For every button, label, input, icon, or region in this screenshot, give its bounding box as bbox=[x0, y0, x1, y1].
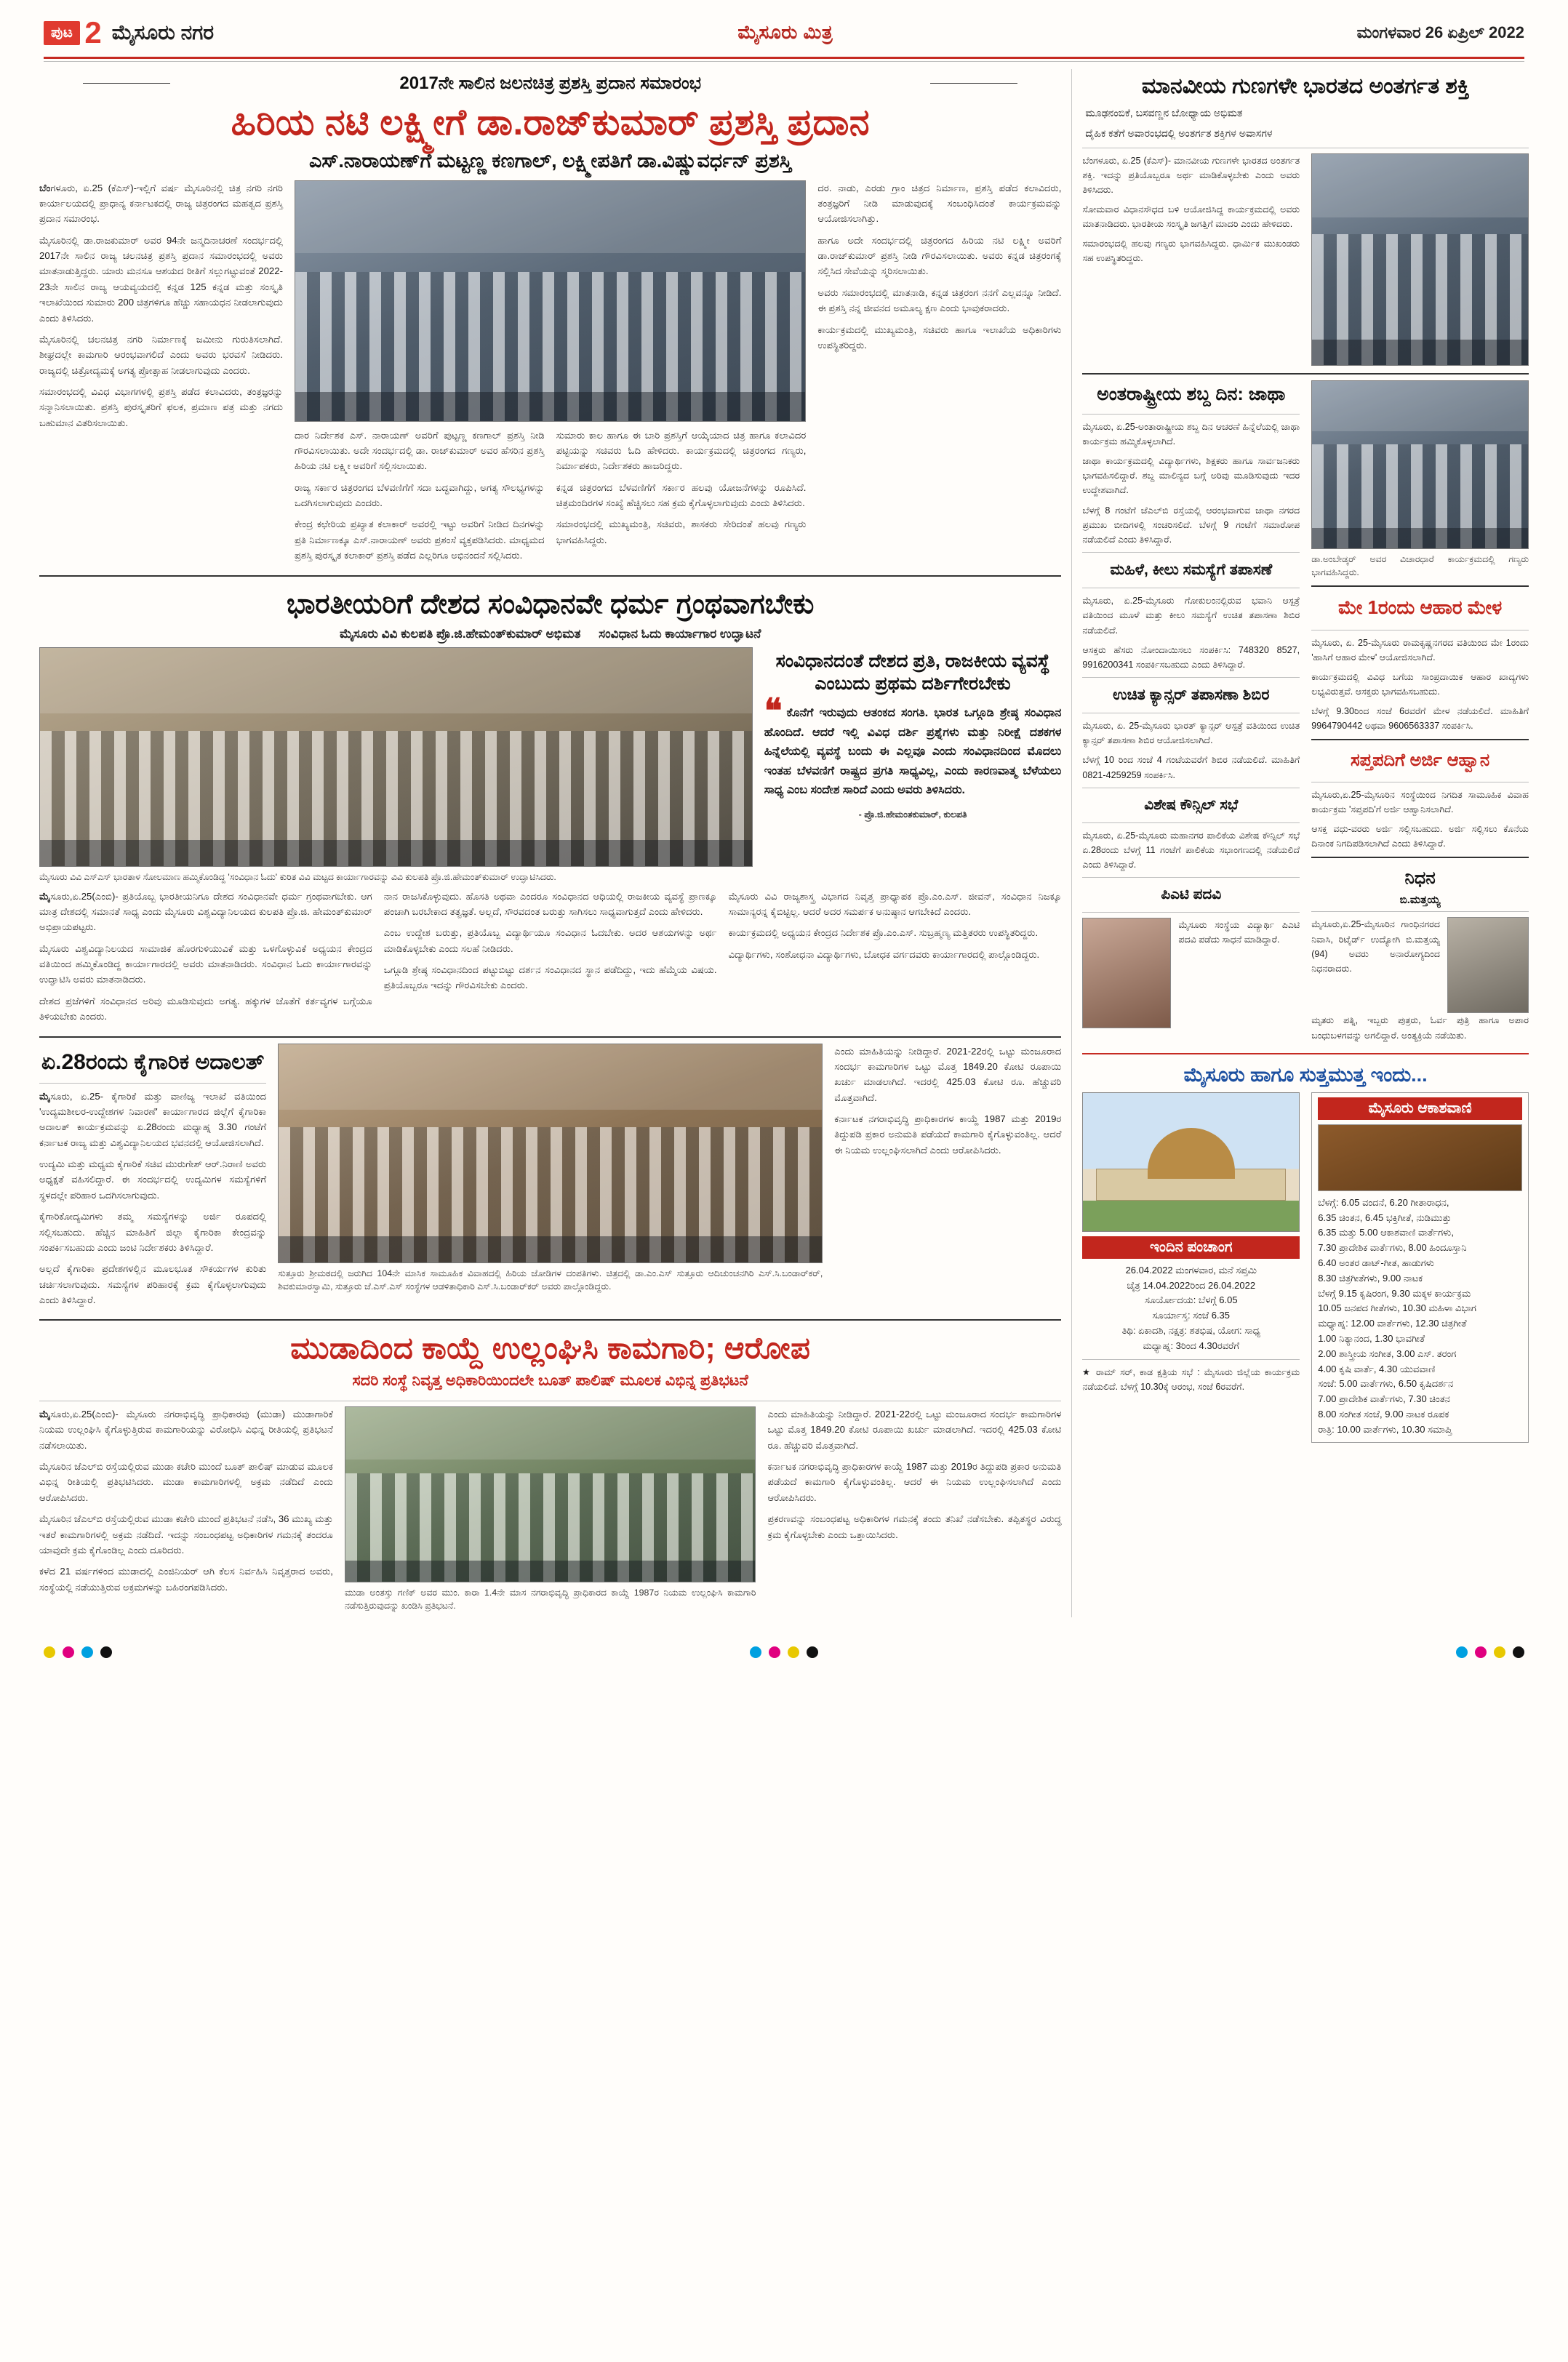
paragraph: ಮೈಸೂರಿನಲ್ಲಿ ಡಾ.ರಾಜಕುಮಾರ್ ಅವರ 94ನೇ ಜನ್ಮದಿನಾಚರಣೆ ಸಂದರ್ಭದಲ್ಲಿ 2017ನೇ ಸಾಲಿನ ರಾಜ್ಯ ಚಲನಚಿತ್ರ ಪ್ರಶಸ್ತಿ ಪ್ರದಾನ ಸಮಾರಂಭದಲ್ಲಿ ಅವರು ಮಾತನಾಡುತ್ತಿದ್ದರು. ಯಾರು ಮನಸೂ ಆಶಯದ ರೀತಿಗೆ ಸಲ್ಲುಗಟ್ಟುವಂತೆ 2022-23ನೇ ಸಾಲಿನ ರಾಜ್ಯ ಆಯವ್ಯಯದಲ್ಲಿ ಕನ್ನಡ 125 ಕನ್ನಡ ಮತ್ತು ಸಂಸ್ಕೃತಿ ಇಲಾಖೆಯಿಂದ ಸುಮಾರು 200 ಚಿತ್ರಗಳಿಗೂ ಹೆಚ್ಚು ಸಹಾಯಧನ ನೀಡಲಾಗುವುದು ಎಂದು ತಿಳಿಸಿದರು. bbox=[39, 234, 283, 324]
radio-item: 7.30 ಪ್ರಾದೇಶಿಕ ವಾರ್ತೆಗಳು, 8.00 ಹಿಂದೂಸ್ತಾನಿ bbox=[1318, 1242, 1467, 1254]
storyB-headline: ಅಂತರಾಷ್ಟ್ರೀಯ ಶಬ್ದ ದಿನ: ಜಾಥಾ bbox=[1097, 383, 1286, 404]
paragraph: ಮೈಸೂರು,ಏ.25-ಮೈಸೂರಿನ ಗಾಂಧಿನಗರದ ನಿವಾಸಿ, ರಿಟೈರ್ಡ್ ಉದ್ಯೋಗಿ ಬಿ.ಮತ್ತಯ್ಯ (94) ಅವರು ಅನಾರೋಗ್ಯದಿಂದ ನಿಧನರಾದರು. bbox=[1311, 919, 1440, 974]
story2-quote bbox=[764, 692, 1062, 804]
group-photo-caption: ಸುತ್ತೂರು ಶ್ರೀಮಠದಲ್ಲಿ ಜರುಗಿದ 104ನೇ ಮಾಸಿಕ ಸಾಮೂಹಿಕ ವಿವಾಹದಲ್ಲಿ ಹಿರಿಯ ಜೋಡಿಗಳ ದಂಪತಿಗಳು. ಚಿತ್ರದಲ್ಲಿ ಡಾ.ಎಂ.ಎಸ್ ಸುತ್ತೂರು ಆದಿಚುಂಚನಗಿರಿ ಎಸ್.ಸಿ.ಬಂಡಾರ್‌ಕರ್, ಶಿವಕುಮಾರಸ್ವಾಮಿ, ಸುತ್ತೂರು ಜೆ.ಎಸ್.ಎಸ್ ಸಂಸ್ಥೆಗಳ ಆಡಳಿತಾಧಿಕಾರಿ ಎಸ್.ಸಿ.ಬಂಡಾರ್‌ಕರ್ ಅವರು ಪಾಲ್ಗೊಂಡಿದ್ದರು. bbox=[278, 1268, 823, 1292]
protest-photo bbox=[345, 1406, 756, 1582]
radio-item: 6.35 ಮತ್ತು 5.00 ಆಕಾಶವಾಣಿ ವಾರ್ತೆಗಳು, bbox=[1318, 1227, 1454, 1238]
reg-dot bbox=[1513, 1646, 1524, 1658]
radio-item: 6.40 ಅಂತರ ಡಾಟ್-ಗೀತ, ಹಾಡುಗಳು bbox=[1318, 1257, 1434, 1268]
paragraph: ಎಂದು ಮಾಹಿತಿಯನ್ನು ನೀಡಿದ್ದಾರೆ. 2021-22ರಲ್ಲಿ ಒಟ್ಟು ಮಂಜೂರಾದ ಸಂದರ್ಭ ಕಾಮಗಾರಿಗಳ ಒಟ್ಟು ಮೊತ್ತ 1849.20 ಕೋಟಿ ರೂಪಾಯಿ ಖರ್ಚು ಮಾಡಲಾಗಿದೆ. ಇದರಲ್ಲಿ 425.03 ಕೋಟಿ ರೂ. ಹೆಚ್ಚುವರಿ ಮೊತ್ತವಾಗಿದೆ. bbox=[767, 1408, 1062, 1451]
storyF-headline: ಪಿಎಟಿ ಪದವಿ bbox=[1161, 886, 1222, 903]
lead-col-4 bbox=[817, 180, 1061, 569]
portrait-photo bbox=[1082, 918, 1171, 1028]
paragraph: ಪ್ರಕರಣವನ್ನು ಸಂಬಂಧಪಟ್ಟ ಅಧಿಕಾರಿಗಳ ಗಮನಕ್ಕೆ ತಂದು ತನಿಖೆ ನಡೆಸಬೇಕು. ತಪ್ಪಿತಸ್ಥರ ವಿರುದ್ಧ ಕ್ರಮ ಕೈಗೊಳ್ಳಬೇಕು ಎಂದು ಒತ್ತಾಯಿಸಿದರು. bbox=[767, 1513, 1062, 1540]
obit-photo bbox=[1447, 917, 1529, 1013]
paragraph: ವಿದ್ಯಾರ್ಥಿಗಳು, ಸಂಶೋಧನಾ ವಿದ್ಯಾರ್ಥಿಗಳು, ಬೋಧಕ ವರ್ಗದವರು ಕಾರ್ಯಾಗಾರದಲ್ಲಿ ಪಾಲ್ಗೊಂಡಿದ್ದರು. bbox=[728, 948, 1040, 960]
storyA-photo-col bbox=[1311, 153, 1529, 366]
paragraph: ಹಾಗೂ ಅದೇ ಸಂದರ್ಭದಲ್ಲಿ ಚಿತ್ರರಂಗದ ಹಿರಿಯ ನಟಿ ಲಕ್ಷ್ಮೀ ಅವರಿಗೆ ಡಾ.ರಾಜ್‌ಕುಮಾರ್ ಪ್ರಶಸ್ತಿ ನೀಡಿ ಗೌರವಿಸಲಾಯಿತು. ಅವರು ಕನ್ನಡ ಚಿತ್ರರಂಗಕ್ಕೆ ಸಲ್ಲಿಸಿದ ಸೇವೆಯನ್ನು ಸ್ಮರಿಸಲಾಯಿತು. bbox=[817, 234, 1062, 277]
paragraph: ಕರ್ನಾಟಕ ನಗರಾಭಿವೃದ್ಧಿ ಪ್ರಾಧಿಕಾರಗಳ ಕಾಯ್ದೆ 1987 ಮತ್ತು 2019ರ ತಿದ್ದುಪಡಿ ಪ್ರಕಾರ ಅನುಮತಿ ಪಡೆಯದೆ ಕಾಮಗಾರಿ ಕೈಗೊಳ್ಳುವಂತಿಲ್ಲ. ಆದರೆ ಈ ನಿಯಮ ಉಲ್ಲಂಘಿಸಲಾಗಿದೆ ಎಂದು ಆರೋಪಿಸಿದರು. bbox=[767, 1461, 1062, 1503]
story3-extra-col bbox=[834, 1044, 1061, 1314]
radio-title: ಮೈಸೂರು ಆಕಾಶವಾಣಿ bbox=[1318, 1097, 1522, 1120]
today-panel bbox=[1082, 1060, 1529, 1443]
footer bbox=[0, 1639, 1568, 1674]
divider bbox=[1082, 552, 1300, 553]
radio-item: 6.35 ಚಿಂತನ, 6.45 ಭಕ್ತಿಗೀತೆ, ನುಡಿಮುತ್ತು bbox=[1318, 1212, 1452, 1223]
reg-dot bbox=[1456, 1646, 1468, 1658]
paragraph: ಅವರು ಸಮಾರಂಭದಲ್ಲಿ ಮಾತನಾಡಿ, ಕನ್ನಡ ಚಿತ್ರರಂಗ ನನಗೆ ಎಲ್ಲವನ್ನೂ ನೀಡಿದೆ. ಈ ಪ್ರಶಸ್ತಿ ನನ್ನ ಜೀವನದ ಅಮೂಲ್ಯ ಕ್ಷಣ ಎಂದು ಭಾವುಕರಾದರು. bbox=[817, 287, 1062, 314]
paragraph: ಬೆಳಗ್ಗೆ 10 ರಿಂದ ಸಂಜೆ 4 ಗಂಟೆಯವರೆಗೆ ಶಿಬಿರ ನಡೆಯಲಿದೆ. ಮಾಹಿತಿಗೆ 0821-4259259 ಸಂಪರ್ಕಿಸಿ. bbox=[1082, 755, 1300, 780]
storyC-headline: ಮಹಿಳೆ, ಕೀಲು ಸಮಸ್ಯೆಗೆ ತಪಾಸಣೆ bbox=[1110, 561, 1273, 578]
today-headline: ಮೈಸೂರು ಹಾಗೂ ಸುತ್ತಮುತ್ತ ಇಂದು... bbox=[1183, 1063, 1428, 1086]
paragraph: ಮೈಸೂರು,ಏ.25-ಮೈಸೂರಿನ ಸಂಸ್ಥೆಯಿಂದ ನಿಗದಿತ ಸಾಮೂಹಿಕ ವಿವಾಹ ಕಾರ್ಯಕ್ರಮ 'ಸಪ್ತಪದಿ'ಗೆ ಅರ್ಜಿ ಆಹ್ವಾನಿಸಲಾಗಿದೆ. bbox=[1311, 789, 1529, 814]
radio-item: 8.00 ಸಂಗೀತ ಸಂಜೆ, 9.00 ನಾಟಕ ರೂಪಕ bbox=[1318, 1408, 1449, 1420]
lead-story bbox=[39, 69, 1061, 569]
masthead-left bbox=[44, 17, 214, 48]
panchanga-item: ತಿಥಿ: ಏಕಾದಶಿ, ನಕ್ಷತ್ರ: ಶತಭಿಷ, ಯೋಗ: ಸಾಧ್ಯ bbox=[1121, 1324, 1260, 1336]
paragraph: ಕೇಂದ್ರ ಕಛೇರಿಯ ಪ್ರಖ್ಯಾತ ಕಲಾಕಾರ್ ಅವರಲ್ಲಿ ಇಟ್ಟು ಅವರಿಗೆ ನೀಡಿದ ದಿನಗಳನ್ನು ಪ್ರತಿ ನಿರ್ಮಾಣಕ್ಕೂ ಎಸ್.ನಾರಾಯಣ್ ಅವರು ಪ್ರಶಂಸೆ ವ್ಯಕ್ತಪಡಿಸಿದರು. ಮಾಧ್ಯಮದ ಪ್ರಶಸ್ತಿ ಪುರಸ್ಕೃತ ಕಲಾಕಾರ್ ಪ್ರಶಸ್ತಿ ಪಡೆದ ಎಲ್ಲರಿಗೂ ಅಭಿನಂದನೆ ಸಲ್ಲಿಸಿದರು. bbox=[294, 519, 545, 561]
paragraph: ಕಾರ್ಯಕ್ರಮದಲ್ಲಿ ಮುಖ್ಯಮಂತ್ರಿ, ಸಚಿವರು ಹಾಗೂ ಇಲಾಖೆಯ ಅಧಿಕಾರಿಗಳು ಉಪಸ್ಥಿತರಿದ್ದರು. bbox=[817, 324, 1062, 351]
paragraph: ಉದ್ಯಮಿ ಮತ್ತು ಮಧ್ಯಮ ಕೈಗಾರಿಕೆ ಸಚಿವ ಮುರುಗೇಶ್ ಆರ್.ನಿರಾಣಿ ಅವರು ಅಧ್ಯಕ್ಷತೆ ವಹಿಸಲಿದ್ದಾರೆ. ಈ ಸಂದರ್ಭದಲ್ಲಿ ಉದ್ಯಮಿಗಳ ಸಮಸ್ಯೆಗಳಿಗೆ ಸ್ಥಳದಲ್ಲೇ ಪರಿಹಾರ ಒದಗಿಸಲಾಗುವುದು. bbox=[39, 1158, 267, 1201]
lead-col-3 bbox=[556, 428, 807, 569]
radio-item: ಬೆಳಗ್ಗೆ 9.15 ಕೃಷಿರಂಗ, 9.30 ಮಕ್ಕಳ ಕಾರ್ಯಕ್ರಮ bbox=[1318, 1287, 1471, 1299]
story-constitution bbox=[39, 583, 1061, 1030]
page-columns bbox=[39, 69, 1529, 1617]
registration-dots-left bbox=[44, 1646, 112, 1658]
story2-photo bbox=[39, 647, 753, 867]
story-muda bbox=[39, 1326, 1061, 1617]
divider bbox=[1082, 414, 1300, 415]
divider bbox=[1082, 822, 1300, 823]
panchanga-list bbox=[1082, 1263, 1300, 1354]
today-body bbox=[1082, 1092, 1529, 1443]
storyA-bullet-2: ದೈಹಿಕ ಕತೆಗೆ ಅವಾರಂಭದಲ್ಲಿ ಅಂತರ್ಗತ ಶಕ್ತಿಗಳ ಅವಾಸಗಳ bbox=[1085, 127, 1273, 139]
masthead bbox=[0, 0, 1568, 52]
lead-col-2 bbox=[295, 428, 545, 569]
paragraph: ದಾರ ನಿರ್ದೇಶಕ ಎಸ್. ನಾರಾಯಣ್ ಅವರಿಗೆ ಪುಟ್ಟಣ್ಣ ಕಣಗಾಲ್ ಪ್ರಶಸ್ತಿ ನೀಡಿ ಗೌರವಿಸಲಾಯಿತು. ಅದೇ ಸಂದರ್ಭದಲ್ಲಿ ಡಾ. ರಾಜ್‌ಕುಮಾರ್ ಅವರ ಹೆಸರಿನ ಪ್ರಶಸ್ತಿ ಹಿರಿಯ ನಟಿ ಲಕ್ಷ್ಮೀ ಅವರಿಗೆ ಸಲ್ಲಿಸಲಾಯಿತು. bbox=[294, 429, 545, 472]
storyE-headline: ವಿಶೇಷ ಕೌನ್ಸಿಲ್ ಸಭೆ bbox=[1144, 796, 1239, 813]
paragraph: ಸುಮಾರು ಕಾಲ ಹಾಗೂ ಈ ಬಾರಿ ಪ್ರಶಸ್ತಿಗೆ ಆಯ್ಕೆಯಾದ ಚಿತ್ರ ಹಾಗೂ ಕಲಾವಿದರ ಪಟ್ಟಿಯನ್ನು ಸಚಿವರು ಓದಿ ಹೇಳಿದರು. ಕಾರ್ಯಕ್ರಮದಲ್ಲಿ ಚಿತ್ರರಂಗದ ಗಣ್ಯರು, ನಿರ್ಮಾಪಕರು, ನಿರ್ದೇಶಕರು ಹಾಜರಿದ್ದರು. bbox=[556, 429, 807, 472]
paragraph: ಒಗ್ಗೂಡಿ ಶ್ರೇಷ್ಠ ಸಂವಿಧಾನದಿಂದ ಪಟ್ಟುಬಿಟ್ಟು ದರ್ಶನ ಸಂವಿಧಾನದ ಸ್ಥಾನ ಪಡೆದಿದ್ದು, ಇದು ಹೆಮ್ಮೆಯ ವಿಷಯ. ಪ್ರತಿಯೊಬ್ಬರೂ ಇದನ್ನು ಗೌರವಿಸಬೇಕು ಎಂದರು. bbox=[383, 964, 717, 991]
paper-name: ಮೈಸೂರು ಮಿತ್ರ bbox=[737, 21, 833, 43]
storyH-headline: ಸಪ್ತಪದಿಗೆ ಅರ್ಜಿ ಆಹ್ವಾನ bbox=[1350, 750, 1490, 771]
story2-quote-col bbox=[764, 647, 1062, 889]
story2-bullets bbox=[39, 624, 1061, 647]
storyF-body bbox=[1082, 918, 1300, 1028]
paragraph: ಬೆಳಗ್ಗೆ 9.30ರಿಂದ ಸಂಜೆ 6ರವರೆಗೆ ಮೇಳ ನಡೆಯಲಿದೆ. ಮಾಹಿತಿಗೆ 9964790442 ಅಥವಾ 9606563337 ಸಂಪರ್ಕಿಸಿ. bbox=[1311, 706, 1529, 732]
paragraph: ಮೈಸೂರಿನಲ್ಲಿ ಚಲನಚಿತ್ರ ನಗರಿ ನಿರ್ಮಾಣಕ್ಕೆ ಜಮೀನು ಗುರುತಿಸಲಾಗಿದೆ. ಶೀಘ್ರದಲ್ಲೇ ಕಾಮಗಾರಿ ಆರಂಭವಾಗಲಿದೆ ಎಂದು ಅವರು ಭರವಸೆ ನೀಡಿದರು. ರಾಜ್ಯದಲ್ಲಿ ಚಿತ್ರೋದ್ಯಮಕ್ಕೆ ಅಗತ್ಯ ಪ್ರೋತ್ಸಾಹ ನೀಡಲಾಗುವುದು ಎಂದರು. bbox=[39, 333, 283, 376]
story4-subhead: ಸದರಿ ಸಂಸ್ಥೆ ನಿವೃತ್ತ ಅಧಿಕಾರಿಯಿಂದಲೇ ಬೂತ್ ಪಾಲಿಷ್ ಮೂಲಕ ವಿಭಿನ್ನ ಪ್ರತಿಭಟನೆ bbox=[352, 1372, 748, 1389]
story4-headline: ಮುಡಾದಿಂದ ಕಾಯ್ದೆ ಉಲ್ಲಂಘಿಸಿ ಕಾಮಗಾರಿ; ಆರೋಪ bbox=[290, 1331, 811, 1366]
paragraph: ಮೈಸೂರು, ಏ.25-ಅಂತಾರಾಷ್ಟ್ರೀಯ ಶಬ್ದ ದಿನ ಆಚರಣೆ ಹಿನ್ನೆಲೆಯಲ್ಲಿ ಜಾಥಾ ಕಾರ್ಯಕ್ರಮ ಹಮ್ಮಿಕೊಳ್ಳಲಾಗಿದೆ. bbox=[1082, 421, 1300, 447]
divider bbox=[39, 1036, 1061, 1038]
storyA-photo-caption: ಡಾ.ಅಂಬೇಡ್ಕರ್ ಅವರ ವಿಚಾರಧಾರೆ ಕಾರ್ಯಕ್ರಮದಲ್ಲಿ ಗಣ್ಯರು ಭಾಗವಹಿಸಿದ್ದರು. bbox=[1311, 553, 1529, 578]
storyA-bullet-1: ಮೂಢನಂಬಿಕೆ, ಬಸವಣ್ಣನ ಬೋಧ್ಯಾಯ ಅಭಿಮತ bbox=[1085, 107, 1243, 119]
story2-quote-source: - ಪ್ರೊ.ಜಿ.ಹೇಮಂತಕುಮಾರ್, ಕುಲಪತಿ bbox=[858, 809, 967, 820]
paragraph: ಬೆಳಗ್ಗೆ 8 ಗಂಟೆಗೆ ಜೆಎಲ್‌ಬಿ ರಸ್ತೆಯಲ್ಲಿ ಆರಂಭವಾಗುವ ಜಾಥಾ ನಗರದ ಪ್ರಮುಖ ಬೀದಿಗಳಲ್ಲಿ ಸಂಚರಿಸಲಿದೆ. ಬೆಳಗ್ಗೆ 9 ಗಂಟೆಗೆ ಸಮಾರೋಪ ನಡೆಯಲಿದೆ ಎಂದು ತಿಳಿಸಿದ್ದಾರೆ. bbox=[1082, 505, 1300, 545]
palace-illustration bbox=[1082, 1092, 1300, 1232]
obit-body bbox=[1311, 917, 1529, 1013]
story4-photo-col bbox=[345, 1406, 756, 1617]
page-number: 2 bbox=[84, 15, 102, 49]
reg-dot bbox=[81, 1646, 93, 1658]
story4-body bbox=[39, 1406, 1061, 1617]
paragraph: ಸಮಾರಂಭದಲ್ಲಿ ಮುಖ್ಯಮಂತ್ರಿ, ಸಚಿವರು, ಶಾಸಕರು ಸೇರಿದಂತೆ ಹಲವು ಗಣ್ಯರು ಭಾಗವಹಿಸಿದ್ದರು. bbox=[556, 519, 807, 545]
divider bbox=[1082, 677, 1300, 678]
divider bbox=[1311, 911, 1529, 912]
storyA-body bbox=[1082, 153, 1529, 366]
story-humanity bbox=[1082, 69, 1529, 366]
paragraph: ಎಂಬ ಉದ್ದೇಶ ಬರುತ್ತು, ಪ್ರತಿಯೊಬ್ಬ ವಿದ್ಯಾರ್ಥಿಯೂ ಸಂವಿಧಾನ ಓದಬೇಕು. ಅದರ ಆಶಯಗಳನ್ನು ಅರ್ಥ ಮಾಡಿಕೊಳ್ಳಬೇಕು ಎಂದು ಸಲಹೆ ನೀಡಿದರು. bbox=[383, 927, 717, 954]
panchanga-item: ಮಧ್ಯಾಹ್ನ: 3ರಿಂದ 4.30ರವರೆಗೆ bbox=[1143, 1340, 1240, 1351]
panchanga-item: ಚೈತ್ರ 14.04.2022ರಿಂದ 26.04.2022 bbox=[1127, 1279, 1256, 1291]
paragraph: ಮೈಸೂರು, ಏ. 25-ಮೈಸೂರು ಭಾರತ್ ಕ್ಯಾನ್ಸರ್ ಆಸ್ಪತ್ರೆ ವತಿಯಿಂದ ಉಚಿತ ಕ್ಯಾನ್ಸರ್ ತಪಾಸಣಾ ಶಿಬಿರ ಆಯೋಜಿಸಲಾಗಿದೆ. bbox=[1082, 721, 1300, 746]
radio-item: 7.00 ಪ್ರಾದೇಶಿಕ ವಾರ್ತೆಗಳು, 7.30 ಚಿಂತನ bbox=[1318, 1393, 1450, 1405]
paragraph: ದೇಶದ ಪ್ರಜೆಗಳಿಗೆ ಸಂವಿಧಾನದ ಅರಿವು ಮೂಡಿಸುವುದು ಅಗತ್ಯ. ಹಕ್ಕುಗಳ ಜೊತೆಗೆ ಕರ್ತವ್ಯಗಳ ಬಗ್ಗೆಯೂ ತಿಳಿಯಬೇಕು ಎಂದರು. bbox=[39, 995, 372, 1022]
paragraph: ಕರ್ನಾಟಕ ನಗರಾಭಿವೃದ್ಧಿ ಪ್ರಾಧಿಕಾರಗಳ ಕಾಯ್ದೆ 1987 ಮತ್ತು 2019ರ ತಿದ್ದುಪಡಿ ಪ್ರಕಾರ ಅನುಮತಿ ಪಡೆಯದೆ ಕಾಮಗಾರಿ ಕೈಗೊಳ್ಳುವಂತಿಲ್ಲ. ಆದರೆ ಈ ನಿಯಮ ಉಲ್ಲಂಘಿಸಲಾಗಿದೆ ಎಂದು ಆರೋಪಿಸಿದರು. bbox=[834, 1113, 1062, 1156]
reg-dot bbox=[750, 1646, 761, 1658]
radio-item: ಸಂಜೆ: 5.00 ವಾರ್ತೆಗಳು, 6.50 ಕೃಷಿದರ್ಶನ bbox=[1318, 1378, 1454, 1390]
radio-col bbox=[1311, 1092, 1529, 1443]
lead-photo bbox=[295, 180, 806, 422]
lead-photo-subcols bbox=[295, 428, 806, 569]
registration-dots-center bbox=[750, 1646, 818, 1658]
paragraph: ಆಸಕ್ತ ವಧು-ವರರು ಅರ್ಜಿ ಸಲ್ಲಿಸಬಹುದು. ಅರ್ಜಿ ಸಲ್ಲಿಸಲು ಕೊನೆಯ ದಿನಾಂಕ ನಿಗದಿಪಡಿಸಲಾಗಿದೆ ಎಂದು ತಿಳಿಸಿದ್ದಾರೆ. bbox=[1311, 823, 1529, 849]
story2-bullet-1: ಮೈಸೂರು ವಿವಿ ಕುಲಪತಿ ಪ್ರೊ.ಜಿ.ಹೇಮಂತ್‌ಕುಮಾರ್ ಅಭಿಮತ bbox=[339, 626, 581, 641]
divider bbox=[1311, 857, 1529, 858]
storyG-headline: ಮೇ 1ರಂದು ಆಹಾರ ಮೇಳ bbox=[1337, 596, 1503, 618]
right-mid-col2 bbox=[1311, 380, 1529, 1048]
page-body bbox=[0, 62, 1568, 1639]
paragraph: ಮೈಸೂರು, ಏ. 25-ಮೈಸೂರು ರಾಮಕೃಷ್ಣನಗರದ ವತಿಯಿಂದ ಮೇ 1ರಂದು 'ಹಾಸಿಗೆ ಆಹಾರ ಮೇಳ' ಆಯೋಜಿಸಲಾಗಿದೆ. bbox=[1311, 637, 1529, 662]
story2-quote-text: ಕೊನೆಗೆ ಇರುವುದು ಆತಂಕದ ಸಂಗತಿ. ಭಾರತ ಒಗ್ಗೂಡಿ ಶ್ರೇಷ್ಠ ಸಂವಿಧಾನ ಹೊಂದಿದೆ. ಆದರೆ ಇಲ್ಲಿ ವಿವಿಧ ದರ್ಶಿ ಪ್ರಶ್ನೆಗಳು ಮತ್ತು ನಿರೀಕ್ಷೆ ದಶಕಗಳ ಹಿನ್ನೆಲೆಯಲ್ಲಿ ವ್ಯವಸ್ಥೆ ಬಂದು ಈ ಎಲ್ಲವೂ ಎಂದು ಸಂವಿಧಾನದಿಂದ ಮೊದಲು ಇಂತಹ ಬೆಳವಣಿಗೆ ರಾಷ್ಟ್ರದ ಪ್ರಗತಿ ಸಾಧ್ಯವಿಲ್ಲ, ಎಂದು ಕಾರಣವಾತ್ಮ ಬೆಳೆಯಲು ಸಾಧ್ಯ ಎಂಬ ಸಂದೇಶ ಸಾರಿದೆ ಎಂದು ಅವರು ತಿಳಿಸಿದರು. bbox=[764, 707, 1062, 796]
paragraph: ಮೈಸೂರು,ಏ.25(ಎಂಬಿ)- ಮೈಸೂರು ನಗರಾಭಿವೃದ್ಧಿ ಪ್ರಾಧಿಕಾರವು (ಮುಡಾ) ಮುಡಾಗಾರಿಕೆ ನಿಯಮ ಉಲ್ಲಂಘಿಸಿ ಕೈಗೊಳ್ಳುತ್ತಿರುವ ಕಾಮಗಾರಿಯನ್ನು ವಿರೋಧಿಸಿ ವಿಭಿನ್ನ ರೀತಿಯಲ್ಲಿ ಪ್ರತಿಭಟನೆ ನಡೆಸಲಾಯಿತು. bbox=[39, 1408, 333, 1451]
story2-body bbox=[39, 889, 1061, 1030]
storyA-text bbox=[1082, 153, 1300, 366]
paragraph: ಮೈಸೂರು, ಏ.25-ಮೈಸೂರು ಮಹಾನಗರ ಪಾಲಿಕೆಯ ವಿಶೇಷ ಕೌನ್ಸಿಲ್ ಸಭೆ ಏ.28ರಂದು ಬೆಳಗ್ಗೆ 11 ಗಂಟೆಗೆ ಪಾಲಿಕೆಯ ಸಭಾಂಗಣದಲ್ಲಿ ನಡೆಯಲಿದೆ ಎಂದು ತಿಳಿಸಿದ್ದಾರೆ. bbox=[1082, 830, 1300, 870]
reg-dot bbox=[807, 1646, 818, 1658]
divider bbox=[39, 1319, 1061, 1321]
paragraph: ಬೆಂಗಳೂರು, ಏ.25 (ಕೆಎಸ್)-ಇಲ್ಲಿಗೆ ವರ್ಷ ಮೈಸೂರಿನಲ್ಲಿ ಚಿತ್ರ ನಗರಿ ನಗರಿ ಕಾರ್ಯಾಲಯದಲ್ಲಿ ಪ್ರಾಧಾನ್ಯ ಕರ್ನಾಟಕದಲ್ಲಿ ರಾಜ್ಯ ಚಿತ್ರರಂಗದ ಮಹತ್ವದ ಪ್ರಶಸ್ತಿ ಪ್ರದಾನ ಸಮಾರಂಭ. bbox=[39, 182, 283, 225]
paragraph: ಜಾಥಾ ಕಾರ್ಯಕ್ರಮದಲ್ಲಿ ವಿದ್ಯಾರ್ಥಿಗಳು, ಶಿಕ್ಷಕರು ಹಾಗೂ ಸಾರ್ವಜನಿಕರು ಭಾಗವಹಿಸಲಿದ್ದಾರೆ. ಶಬ್ದ ಮಾಲಿನ್ಯದ ಬಗ್ಗೆ ಅರಿವು ಮೂಡಿಸುವುದು ಇದರ ಉದ್ದೇಶವಾಗಿದೆ. bbox=[1082, 456, 1300, 496]
paragraph: ಸಮಾರಂಭದಲ್ಲಿ ವಿವಿಧ ವಿಭಾಗಗಳಲ್ಲಿ ಪ್ರಶಸ್ತಿ ಪಡೆದ ಕಲಾವಿದರು, ತಂತ್ರಜ್ಞರನ್ನು ಸನ್ಮಾನಿಸಲಾಯಿತು. ಪ್ರಶಸ್ತಿ ಪುರಸ್ಕೃತರಿಗೆ ಫಲಕ, ಪ್ರಮಾಣ ಪತ್ರ ಮತ್ತು ನಗದು ಬಹುಮಾನ ವಿತರಿಸಲಾಯಿತು. bbox=[39, 386, 283, 428]
story3-text-col bbox=[39, 1044, 266, 1314]
paragraph: ಮೈಸೂರು, ಏ.25- ಕೈಗಾರಿಕೆ ಮತ್ತು ವಾಣಿಜ್ಯ ಇಲಾಖೆ ವತಿಯಿಂದ 'ಉದ್ಯಮಶೀಲರ-ಉದ್ದೇಶಗಳ ನಿವಾರಣೆ' ಕಾರ್ಯಾಗಾರದ ಜಿಲ್ಲೆಗೆ ಕೈಗಾರಿಕಾ ಅದಾಲತ್ ಕಾರ್ಯಕ್ರಮವನ್ನು ಏ.28ರಂದು ಮಧ್ಯಾಹ್ನ 3.30 ಗಂಟೆಗೆ ಕರ್ನಾಟಕ ರಾಜ್ಯ ಮತ್ತು ವಿಶ್ವವಿದ್ಯಾನಿಲಯದ ಭವನದಲ್ಲಿ ಆಯೋಜಿಸಲಾಗಿದೆ. bbox=[39, 1090, 267, 1148]
panchanga-title: ಇಂದಿನ ಪಂಚಾಂಗ bbox=[1082, 1236, 1300, 1259]
paragraph: ಸೋಮವಾರ ವಿಧಾನಸೌಧದ ಬಳಿ ಆಯೋಜಿಸಿದ್ದ ಕಾರ್ಯಕ್ರಮದಲ್ಲಿ ಅವರು ಮಾತನಾಡಿದರು. ಭಾರತೀಯ ಸಂಸ್ಕೃತಿ ಜಗತ್ತಿಗೆ ಮಾದರಿ ಎಂದು ಹೇಳಿದರು. bbox=[1082, 204, 1300, 230]
paragraph: ಮೈಸೂರು ವಿಶ್ವವಿದ್ಯಾನಿಲಯದ ಸಾಮಾಜಿಕ ಹೊರಗುಳಿಯುವಿಕೆ ಮತ್ತು ಒಳಗೊಳ್ಳುವಿಕೆ ಅಧ್ಯಯನ ಕೇಂದ್ರದ ವತಿಯಿಂದ ಹಮ್ಮಿಕೊಂಡಿದ್ದ ಕಾರ್ಯಾಗಾರದಲ್ಲಿ ಅವರು ಮಾತನಾಡಿದರು. ಸಂವಿಧಾನ ಓದು ಕಾರ್ಯಾಗಾರವನ್ನು ಉದ್ಘಾಟಿಸಿ ಅವರು ಮಾತನಾಡಿದರು. bbox=[39, 942, 372, 985]
paragraph: ರಾಜ್ಯ ಸರ್ಕಾರ ಚಿತ್ರರಂಗದ ಬೆಳವಣಿಗೆಗೆ ಸದಾ ಬದ್ಧವಾಗಿದ್ದು, ಅಗತ್ಯ ಸೌಲಭ್ಯಗಳನ್ನು ಒದಗಿಸಲಾಗುವುದು ಎಂದರು. bbox=[294, 481, 545, 508]
story2-headline: ಭಾರತೀಯರಿಗೆ ದೇಶದ ಸಂವಿಧಾನವೇ ಧರ್ಮ ಗ್ರಂಥವಾಗಬೇಕು bbox=[287, 588, 815, 620]
quote-icon: ❝ bbox=[764, 692, 783, 730]
story2-photo-caption: ಮೈಸೂರು ವಿವಿ ಎಸ್‌ಎಸ್ ಭಾರತಾಳ ಸೋಲಮಾಣ ಹಮ್ಮಿಕೊಂಡಿದ್ದ 'ಸಂವಿಧಾನ ಓದು' ಕುರಿತ ವಿವಿ ಮಟ್ಟದ ಕಾರ್ಯಾಗಾರವನ್ನು ವಿವಿ ಕುಲಪತಿ ಪ್ರೊ.ಜಿ.ಹೇಮಂತ್‌ಕುಮಾರ್ ಉದ್ಘಾಟಿಸಿದರು. bbox=[39, 871, 556, 882]
paragraph: ಕನ್ನಡ ಚಿತ್ರರಂಗದ ಬೆಳವಣಿಗೆಗೆ ಸರ್ಕಾರ ಹಲವು ಯೋಜನೆಗಳನ್ನು ರೂಪಿಸಿದೆ. ಚಿತ್ರಮಂದಿರಗಳ ಸಂಖ್ಯೆ ಹೆಚ್ಚಿಸಲು ಸಹ ಕ್ರಮ ಕೈಗೊಳ್ಳಲಾಗುವುದು ಎಂದು ತಿಳಿಸಿದರು. bbox=[556, 481, 807, 508]
today-note: ★ ರಾಮ್ ಸರ್, ಕಾಡ ಕ್ಷತ್ರಿಯ ಸಭೆ : ಮೈಸೂರು ಜಿಲ್ಲೆಯ ಕಾರ್ಯಕ್ರಮ ನಡೆಯಲಿದೆ. ಬೆಳಗ್ಗೆ 10.30ಕ್ಕೆ ಆರಂಭ, ಸಂಜೆ 6ರವರೆಗೆ. bbox=[1082, 1366, 1300, 1392]
column-divider bbox=[1071, 69, 1072, 1617]
panchanga-col bbox=[1082, 1092, 1300, 1443]
paragraph: ಕಳೆದ 21 ವರ್ಷಗಳಿಂದ ಮುಡಾದಲ್ಲಿ ಎಂಜಿನಿಯರ್ ಆಗಿ ಕೆಲಸ ನಿರ್ವಹಿಸಿ ನಿವೃತ್ತರಾದ ಅವರು, ಸಂಸ್ಥೆಯಲ್ಲಿ ನಡೆಯುತ್ತಿರುವ ಅಕ್ರಮಗಳನ್ನು ಬಹಿರಂಗಪಡಿಸಿದರು. bbox=[39, 1566, 333, 1593]
storyA-photo bbox=[1311, 153, 1529, 366]
story3-headline: ಏ.28ರಂದು ಕೈಗಾರಿಕ ಅದಾಲತ್ bbox=[41, 1049, 265, 1074]
radio-illustration bbox=[1318, 1124, 1522, 1191]
lead-body bbox=[39, 180, 1061, 569]
divider bbox=[1082, 373, 1529, 375]
paragraph: ದರ. ನಾಡು, ಎರಡು ಗ್ರಾಂ ಚಿತ್ರದ ನಿರ್ಮಾಣ, ಪ್ರಶಸ್ತಿ ಪಡೆದ ಕಲಾವಿದರು, ತಂತ್ರಜ್ಞರಿಗೆ ನೀಡಿ ಮಾಡುವುದಕ್ಕೆ ಸಂಬಂಧಿಸಿದಂತೆ ಕಾರ್ಯಕ್ರಮವನ್ನು ಆಯೋಜಿಸಲಾಗಿತ್ತು. bbox=[817, 182, 1062, 225]
divider bbox=[39, 575, 1061, 577]
paragraph: ಬೆಂಗಳೂರು, ಏ.25 (ಕೆಎಸ್)- ಮಾನವೀಯ ಗುಣಗಳೇ ಭಾರತದ ಅಂತರ್ಗತ ಶಕ್ತಿ. ಇದನ್ನು ಪ್ರತಿಯೊಬ್ಬರೂ ಅರ್ಥ ಮಾಡಿಕೊಳ್ಳಬೇಕು ಎಂದು ಅವರು ತಿಳಿಸಿದರು. bbox=[1082, 155, 1300, 195]
radio-schedule bbox=[1318, 1196, 1522, 1438]
radio-item: ರಾತ್ರಿ: 10.00 ವಾರ್ತೆಗಳು, 10.30 ಸಮಾಪ್ತಿ bbox=[1318, 1423, 1452, 1435]
paragraph: ನಾನ ರಾಜಸಿಕೊಳ್ಳುವುದು. ಹೊಸತಿ ಅಥವಾ ಎಂದರೂ ಸಂವಿಧಾನದ ಆಧಿಯಲ್ಲಿ ರಾಜಕೀಯ ವ್ಯವಸ್ಥೆ ಪ್ರಾಣಕ್ಕೂ ಪಂಚಾಗಿ ಬರಬೇಕಾದ ತತ್ವಜ್ಞತೆ. ಅಲ್ಲದೆ, ಸೌರವದಂತ ಬರುತ್ತು ಸಾಗಿಸಲು ಸಾಧ್ಯವಾಗುತ್ತದೆ ಎಂದು ಹೇಳಿದರು. bbox=[383, 890, 717, 917]
masthead-rule bbox=[44, 57, 1524, 59]
story2-quote-heading: ಸಂವಿಧಾನದಂತೆ ದೇಶದ ಪ್ರತಿ, ರಾಜಕೀಯ ವ್ಯವಸ್ಥೆ ಎಂಬುದು ಪ್ರಥಮ ದರ್ಶಿಗೇರಬೇಕು bbox=[775, 650, 1050, 694]
paragraph: ಎಂದು ಮಾಹಿತಿಯನ್ನು ನೀಡಿದ್ದಾರೆ. 2021-22ರಲ್ಲಿ ಒಟ್ಟು ಮಂಜೂರಾದ ಸಂದರ್ಭ ಕಾಮಗಾರಿಗಳ ಒಟ್ಟು ಮೊತ್ತ 1849.20 ಕೋಟಿ ರೂಪಾಯಿ ಖರ್ಚು ಮಾಡಲಾಗಿದೆ. ಇದರಲ್ಲಿ 425.03 ಕೋಟಿ ರೂ. ಹೆಚ್ಚುವರಿ ಮೊತ್ತವಾಗಿದೆ. bbox=[834, 1045, 1062, 1103]
paragraph: ಮೈಸೂರು,ಏ.25(ಎಂಬಿ)- ಪ್ರತಿಯೊಬ್ಬ ಭಾರತೀಯನಿಗೂ ದೇಶದ ಸಂವಿಧಾನವೇ ಧರ್ಮ ಗ್ರಂಥವಾಗಬೇಕು. ಆಗ ಮಾತ್ರ ದೇಶದಲ್ಲಿ ಸಮಾನತೆ ಸಾಧ್ಯ ಎಂದು ಮೈಸೂರು ವಿಶ್ವವಿದ್ಯಾನಿಲಯದ ಕುಲಪತಿ ಪ್ರೊ.ಜಿ. ಹೇಮಂತ್‌ಕುಮಾರ್ ಅಭಿಪ್ರಾಯಪಟ್ಟರು. bbox=[39, 890, 372, 933]
story2-col-2 bbox=[384, 889, 717, 1030]
story2-col-3 bbox=[729, 889, 1062, 1030]
right-column bbox=[1082, 69, 1529, 1450]
story2-top bbox=[39, 647, 1061, 889]
divider bbox=[1082, 877, 1300, 878]
story4-col-3 bbox=[767, 1406, 1061, 1617]
divider bbox=[1082, 912, 1300, 913]
story2-col-1 bbox=[39, 889, 372, 1030]
radio-item: ಬೆಳಗ್ಗೆ: 6.05 ವಂದನೆ, 6.20 ಗೀತಾರಾಧನ, bbox=[1318, 1196, 1449, 1208]
radio-item: 8.30 ಚಿತ್ರಗೀತೆಗಳು, 9.00 ನಾಟಕ bbox=[1318, 1272, 1423, 1284]
radio-item: 10.05 ಜನಪದ ಗೀತೆಗಳು, 10.30 ಮಹಿಳಾ ವಿಭಾಗ bbox=[1318, 1302, 1476, 1314]
reg-dot bbox=[63, 1646, 74, 1658]
group-photo bbox=[278, 1044, 823, 1263]
obit-name: ಬಿ.ಮತ್ತಯ್ಯ bbox=[1399, 894, 1441, 907]
story-noise-day bbox=[1082, 380, 1300, 1048]
reg-dot bbox=[1475, 1646, 1487, 1658]
divider bbox=[1311, 585, 1529, 587]
paragraph: ಕಾರ್ಯಕ್ರಮದಲ್ಲಿ ವಿವಿಧ ಬಗೆಯ ಸಾಂಪ್ರದಾಯಿಕ ಆಹಾರ ಖಾದ್ಯಗಳು ಲಭ್ಯವಿರುತ್ತವೆ. ಆಸಕ್ತರು ಭಾಗವಹಿಸಬಹುದು. bbox=[1311, 671, 1529, 697]
page-label: ಪುಟ bbox=[44, 21, 80, 45]
paragraph: ಮೈಸೂರು ವಿವಿ ರಾಜ್ಯಶಾಸ್ತ್ರ ವಿಭಾಗದ ನಿವೃತ್ತ ಪ್ರಾಧ್ಯಾಪಕ ಪ್ರೊ.ಎಂ.ಎಸ್. ಜೀವನ್, ಸಂವಿಧಾನ ನಿಜಕ್ಕೂ ಸಾಮಾನ್ಯರನ್ನ ಕೈಬಿಟ್ಟಿಲ್ಲ. ಆದರೆ ಅದರ ಸಮರ್ಪಕ ಅನುಷ್ಠಾನ ಆಗಬೇಕಿದೆ ಎಂದರು. bbox=[728, 890, 1062, 917]
issue-date: ಮಂಗಳವಾರ 26 ಏಪ್ರಿಲ್ 2022 bbox=[1356, 23, 1524, 41]
reg-dot bbox=[788, 1646, 799, 1658]
lead-kicker: 2017ನೇ ಸಾಲಿನ ಜಲನಚಿತ್ರ ಪ್ರಶಸ್ತಿ ಪ್ರದಾನ ಸಮಾರಂಭ bbox=[39, 69, 1061, 97]
story3-photo-col bbox=[278, 1044, 823, 1314]
registration-dots-right bbox=[1456, 1646, 1524, 1658]
radio-item: ಮಧ್ಯಾಹ್ನ: 12.00 ವಾರ್ತೆಗಳು, 12.30 ಚಿತ್ರಗೀತೆ bbox=[1318, 1318, 1467, 1329]
lead-photo-col bbox=[295, 180, 806, 569]
story-adalat bbox=[39, 1044, 1061, 1314]
panchanga-item: ಸೂರ್ಯೋದಯ: ಬೆಳಗ್ಗೆ 6.05 bbox=[1144, 1294, 1238, 1306]
lead-subhead: ಎಸ್.ನಾರಾಯಣ್‌ಗೆ ಮಟ್ಟಣ್ಣ ಕಣಗಾಲ್, ಲಕ್ಷ್ಮೀಪತಿಗೆ ಡಾ.ವಿಷ್ಣುವರ್ಧನ್ ಪ್ರಶಸ್ತಿ bbox=[308, 149, 792, 172]
lead-headline: ಹಿರಿಯ ನಟಿ ಲಕ್ಷ್ಮೀಗೆ ಡಾ.ರಾಜ್‌ಕುಮಾರ್ ಪ್ರಶಸ್ತಿ ಪ್ರದಾನ bbox=[231, 102, 870, 143]
panchanga-item: 26.04.2022 ಮಂಗಳವಾರ, ಮನೆ ಸಪ್ತಮಿ bbox=[1125, 1264, 1257, 1276]
story4-col-1 bbox=[39, 1406, 333, 1617]
paragraph: ಮೈಸೂರಿನ ಜೆಎಲ್‌ಬಿ ರಸ್ತೆಯಲ್ಲಿರುವ ಮುಡಾ ಕಚೇರಿ ಮುಂದೆ ಪ್ರತಿಭಟನೆ ನಡೆಸಿ, 36 ಮುಖ್ಯ ಮತ್ತು ಇತರೆ ಕಾಮಗಾರಿಗಳಲ್ಲಿ ಅಕ್ರಮ ನಡೆದಿದೆ. ಇದನ್ನು ಸಂಬಂಧಪಟ್ಟ ಅಧಿಕಾರಿಗಳ ಗಮನಕ್ಕೆ ತಂದರೂ ಯಾವುದೇ ಕ್ರಮ ಕೈಗೊಂಡಿಲ್ಲ ಎಂದು ದೂರಿದರು. bbox=[39, 1513, 333, 1556]
divider bbox=[1082, 1053, 1529, 1054]
divider bbox=[1311, 739, 1529, 740]
protest-photo-caption: ಮುಡಾ ಅಂತಸ್ತು ಗಣಿಕ್ ಅವರ ಮುಂ. ಕಾರಾ 1.4ನೇ ಮಾಸ ನಗರಾಭಿವೃದ್ಧಿ ಪ್ರಾಧಿಕಾರದ ಕಾಯ್ದೆ 1987ರ ನಿಯಮ ಉಲ್ಲಂಘಿಸಿ ಕಾಮಗಾರಿ ನಡೆಸುತ್ತಿರುವುದನ್ನು ಖಂಡಿಸಿ ಪ್ರತಿಭಟನೆ. bbox=[344, 1587, 756, 1612]
story2-bullet-2: ಸಂವಿಧಾನ ಓದು ಕಾರ್ಯಾಗಾರ ಉದ್ಘಾಟನೆ bbox=[599, 626, 761, 641]
section-title: ಮೈಸೂರು ನಗರ bbox=[111, 20, 215, 44]
procession-photo bbox=[1311, 380, 1529, 549]
panchanga-item: ಸೂರ್ಯಾಸ್ತ: ಸಂಜೆ 6.35 bbox=[1152, 1310, 1231, 1321]
right-mid bbox=[1082, 380, 1529, 1048]
reg-dot bbox=[769, 1646, 780, 1658]
paragraph: ಸಮಾರಂಭದಲ್ಲಿ ಹಲವು ಗಣ್ಯರು ಭಾಗವಹಿಸಿದ್ದರು. ಧಾರ್ಮಿಕ ಮುಖಂಡರು ಸಹ ಉಪಸ್ಥಿತರಿದ್ದರು. bbox=[1082, 239, 1300, 264]
storyA-bullets bbox=[1082, 105, 1529, 143]
lead-col-1 bbox=[39, 180, 283, 569]
radio-item: 4.00 ಕೃಷಿ ವಾರ್ತೆ, 4.30 ಯುವವಾಣಿ bbox=[1318, 1363, 1436, 1374]
obit-headline: ನಿಧನ bbox=[1404, 868, 1436, 889]
reg-dot bbox=[1494, 1646, 1505, 1658]
storyD-headline: ಉಚಿತ ಕ್ಯಾನ್ಸರ್ ತಪಾಸಣಾ ಶಿಬಿರ bbox=[1113, 686, 1270, 703]
radio-box bbox=[1311, 1092, 1529, 1443]
divider bbox=[39, 1083, 266, 1084]
paragraph: ಮೈಸೂರಿನ ಜೆಎಲ್‌ಬಿ ರಸ್ತೆಯಲ್ಲಿರುವ ಮುಡಾ ಕಚೇರಿ ಮುಂದೆ ಬೂತ್ ಪಾಲಿಷ್ ಮಾಡುವ ಮೂಲಕ ವಿಭಿನ್ನ ರೀತಿಯಲ್ಲಿ ಪ್ರತಿಭಟಿಸಿದರು. ಮುಡಾ ಕಾಮಗಾರಿಗಳಲ್ಲಿ ಅಕ್ರಮ ನಡೆದಿದೆ ಎಂದು ಆರೋಪಿಸಿದರು. bbox=[39, 1461, 333, 1503]
radio-item: 1.00 ನಿತ್ಯಾನಂದ, 1.30 ಭಾವಗೀತೆ bbox=[1318, 1332, 1425, 1344]
story2-photo-col bbox=[39, 647, 753, 889]
paragraph: ಅಲ್ಲದೆ ಕೈಗಾರಿಕಾ ಪ್ರದೇಶಗಳಲ್ಲಿನ ಮೂಲಭೂತ ಸೌಕರ್ಯಗಳ ಕುರಿತು ಚರ್ಚಿಸಲಾಗುವುದು. ಸಮಸ್ಯೆಗಳ ಪರಿಹಾರಕ್ಕೆ ಕ್ರಮ ಕೈಗೊಳ್ಳಲಾಗುವುದು ಎಂದು ತಿಳಿಸಿದ್ದಾರೆ. bbox=[39, 1263, 267, 1305]
paragraph: ಮೈಸೂರು ಸಂಸ್ಥೆಯ ವಿದ್ಯಾರ್ಥಿ ಪಿಎಟಿ ಪದವಿ ಪಡೆದು ಸಾಧನೆ ಮಾಡಿದ್ದಾರೆ. bbox=[1178, 920, 1300, 945]
radio-item: 2.00 ಶಾಸ್ತ್ರೀಯ ಸಂಗೀತ, 3.00 ಎಸ್. ತರಂಗ bbox=[1318, 1348, 1457, 1359]
divider bbox=[1082, 1359, 1300, 1360]
paragraph: ಕಾರ್ಯಕ್ರಮದಲ್ಲಿ ಅಧ್ಯಯನ ಕೇಂದ್ರದ ನಿರ್ದೇಶಕ ಪ್ರೊ.ಎಂ.ಎಸ್. ಸುಬ್ರಹ್ಮಣ್ಯ ಮತ್ತಿತರರು ಉಪಸ್ಥಿತರಿದ್ದರು. bbox=[728, 927, 1039, 939]
paragraph: ಆಸಕ್ತರು ಹೆಸರು ನೋಂದಾಯಿಸಲು ಸಂಪರ್ಕಿಸಿ: 748320 8527, 9916200341 ಸಂಪರ್ಕಿಸಬಹುದು ಎಂದು ತಿಳಿಸಿದ್ದಾರೆ. bbox=[1082, 644, 1300, 670]
reg-dot bbox=[44, 1646, 55, 1658]
main-column bbox=[39, 69, 1061, 1617]
reg-dot bbox=[100, 1646, 112, 1658]
paragraph: ಕೈಗಾರಿಕೋದ್ಯಮಿಗಳು ತಮ್ಮ ಸಮಸ್ಯೆಗಳನ್ನು ಅರ್ಜಿ ರೂಪದಲ್ಲಿ ಸಲ್ಲಿಸಬಹುದು. ಹೆಚ್ಚಿನ ಮಾಹಿತಿಗೆ ಜಿಲ್ಲಾ ಕೈಗಾರಿಕಾ ಕೇಂದ್ರವನ್ನು ಸಂಪರ್ಕಿಸಬಹುದು ಎಂದು ಜಂಟಿ ನಿರ್ದೇಶಕರು ತಿಳಿಸಿದ್ದಾರೆ. bbox=[39, 1211, 267, 1253]
paragraph: ಮೃತರು ಪತ್ನಿ, ಇಬ್ಬರು ಪುತ್ರರು, ಓರ್ವ ಪುತ್ರಿ ಹಾಗೂ ಅಪಾರ ಬಂಧುಬಳಗವನ್ನು ಅಗಲಿದ್ದಾರೆ. ಅಂತ್ಯಕ್ರಿಯೆ ನಡೆಯಿತು. bbox=[1311, 1015, 1529, 1041]
storyA-headline: ಮಾನವೀಯ ಗುಣಗಳೇ ಭಾರತದ ಅಂತರ್ಗತ ಶಕ್ತಿ bbox=[1141, 74, 1470, 98]
paragraph: ಮೈಸೂರು, ಏ.25-ಮೈಸೂರು ಗೋಕುಲಂನಲ್ಲಿರುವ ಭವಾನಿ ಆಸ್ಪತ್ರೆ ವತಿಯಿಂದ ಮೂಳೆ ಮತ್ತು ಕೀಲು ಸಮಸ್ಯೆಗೆ ಉಚಿತ ತಪಾಸಣಾ ಶಿಬಿರ ನಡೆಯಲಿದೆ. bbox=[1082, 596, 1300, 636]
page-badge bbox=[44, 17, 102, 48]
